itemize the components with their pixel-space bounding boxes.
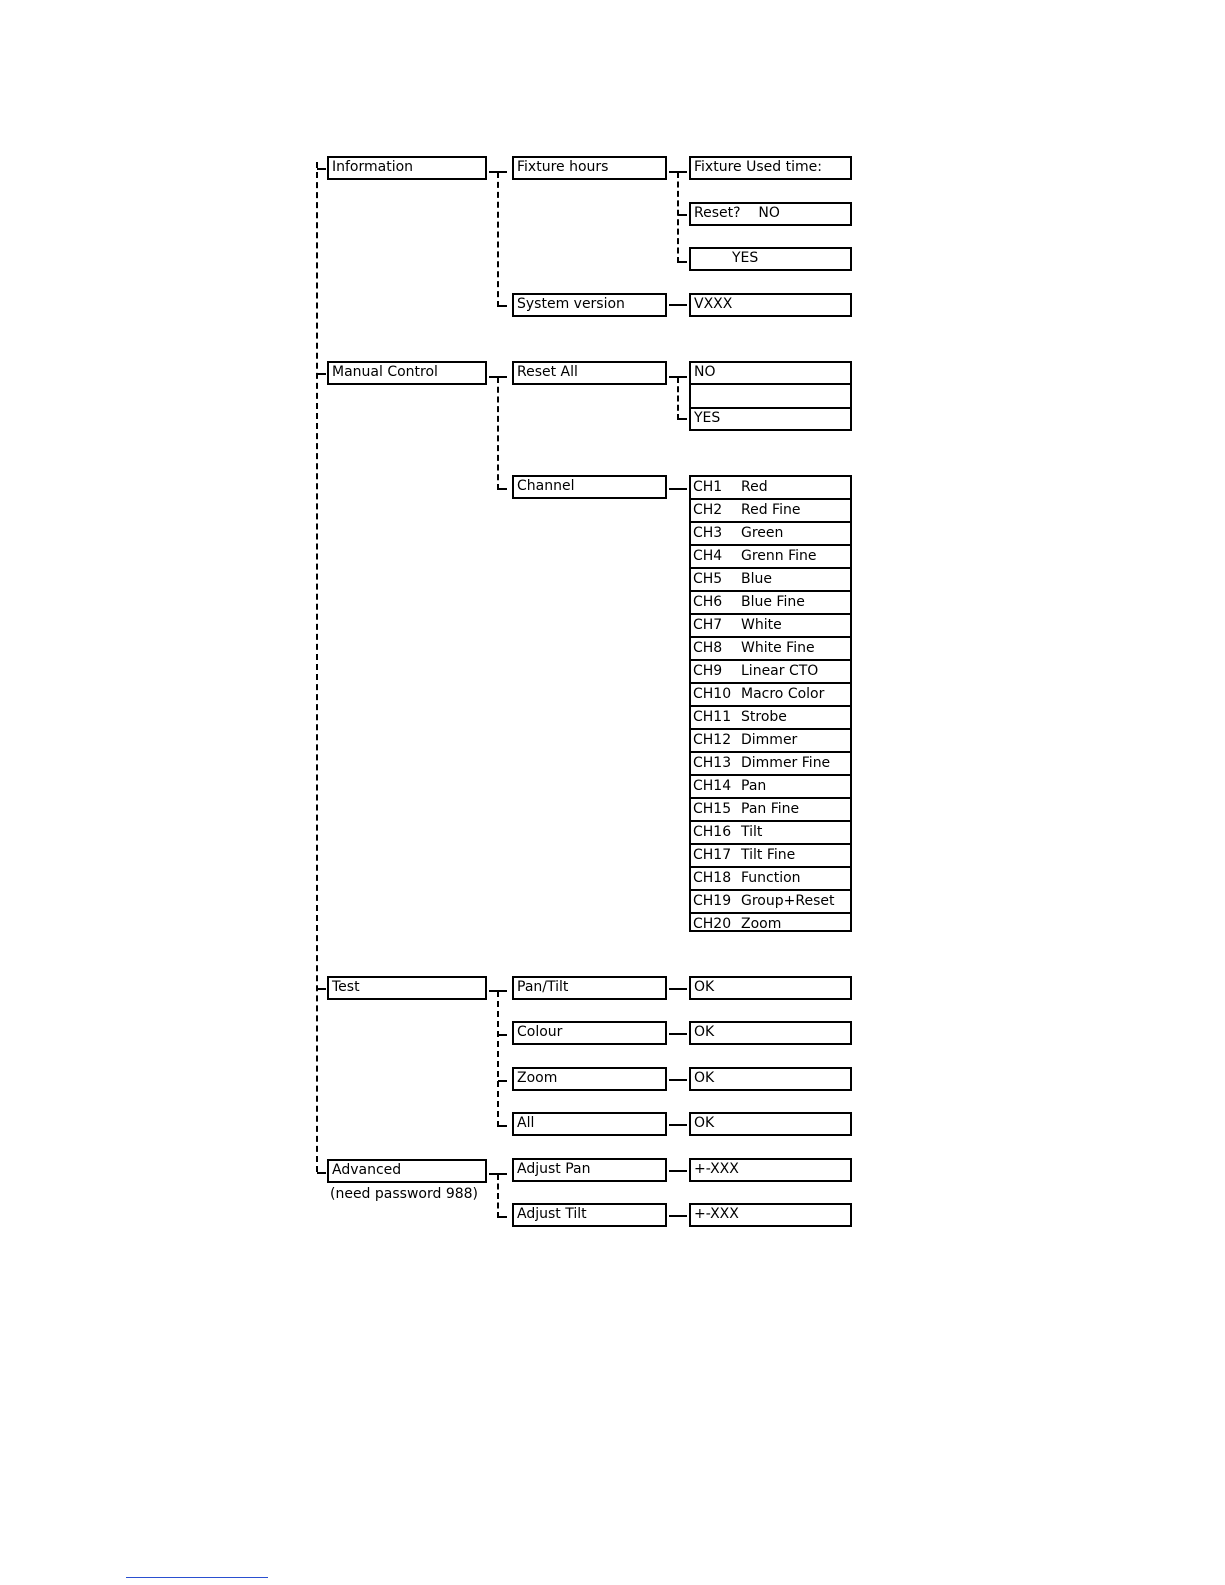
channel-number: CH9	[693, 663, 723, 679]
channel-number: CH4	[693, 548, 723, 564]
channel-name: Zoom	[741, 916, 782, 932]
link-channel-list	[669, 488, 687, 490]
channel-item[interactable]	[691, 845, 850, 868]
channel-item[interactable]	[691, 730, 850, 753]
channel-number: CH2	[693, 502, 723, 518]
channel-item[interactable]	[691, 822, 850, 845]
channel-item[interactable]	[691, 546, 850, 569]
branch-manual-line	[497, 377, 499, 490]
connector-channel	[498, 488, 507, 490]
branch-fixture-hours-line	[677, 172, 679, 263]
menu-zoom[interactable]: Zoom	[512, 1067, 667, 1091]
channel-name: Blue	[741, 571, 772, 587]
connector-test	[317, 988, 326, 990]
channel-item[interactable]	[691, 523, 850, 546]
channel-name: White	[741, 617, 782, 633]
pan-tilt-ok[interactable]: OK	[689, 976, 852, 1000]
adjust-pan-value[interactable]: +-XXX	[689, 1158, 852, 1182]
channel-name: Pan	[741, 778, 767, 794]
channel-item[interactable]	[691, 661, 850, 684]
channel-item[interactable]	[691, 500, 850, 523]
link-system-version	[669, 304, 687, 306]
connector-reset-all-yes	[678, 418, 687, 420]
connector-manual-control	[317, 373, 326, 375]
channel-name: Blue Fine	[741, 594, 805, 610]
channel-item[interactable]	[691, 477, 850, 500]
reset-all-spacer-box	[689, 383, 852, 409]
link-colour-ok	[669, 1033, 687, 1035]
menu-system-version[interactable]: System version	[512, 293, 667, 317]
menu-manual-control[interactable]: Manual Control	[327, 361, 487, 385]
reset-hours-no-option[interactable]: Reset? NO	[689, 202, 852, 226]
link-pan-tilt-ok	[669, 988, 687, 990]
channel-number: CH20	[693, 916, 732, 932]
connector-colour	[498, 1034, 507, 1036]
system-version-value: VXXX	[689, 293, 852, 317]
branch-test-line	[497, 991, 499, 1127]
channel-number: CH1	[693, 479, 723, 495]
channel-number: CH19	[693, 893, 732, 909]
branch-information-line	[497, 172, 499, 307]
adjust-tilt-value[interactable]: +-XXX	[689, 1203, 852, 1227]
channel-item[interactable]	[691, 707, 850, 730]
channel-item[interactable]	[691, 592, 850, 615]
advanced-password-note: (need password 988)	[330, 1186, 478, 1202]
channel-number: CH14	[693, 778, 732, 794]
connector-adjust-tilt	[498, 1216, 507, 1218]
channel-number: CH5	[693, 571, 723, 587]
channel-item[interactable]	[691, 753, 850, 776]
channel-number: CH8	[693, 640, 723, 656]
channel-name: Red	[741, 479, 768, 495]
channel-name: White Fine	[741, 640, 815, 656]
connector-reset-yes	[678, 261, 687, 263]
channel-number: CH16	[693, 824, 732, 840]
connector-zoom	[498, 1080, 507, 1082]
channel-item[interactable]	[691, 914, 850, 937]
channel-number: CH3	[693, 525, 723, 541]
reset-all-yes-option[interactable]: YES	[689, 407, 852, 431]
menu-pan-tilt[interactable]: Pan/Tilt	[512, 976, 667, 1000]
channel-list	[689, 475, 852, 932]
branch-advanced-line	[497, 1174, 499, 1218]
trunk-line	[316, 162, 318, 1172]
channel-name: Strobe	[741, 709, 787, 725]
channel-name: Green	[741, 525, 784, 541]
channel-name: Pan Fine	[741, 801, 800, 817]
link-adjust-tilt-value	[669, 1215, 687, 1217]
channel-number: CH12	[693, 732, 732, 748]
channel-number: CH15	[693, 801, 732, 817]
channel-number: CH17	[693, 847, 732, 863]
reset-all-no-option[interactable]: NO	[689, 361, 852, 385]
link-adjust-pan-value	[669, 1170, 687, 1172]
channel-name: Tilt Fine	[741, 847, 796, 863]
fixture-used-time-display: Fixture Used time:	[689, 156, 852, 180]
menu-channel[interactable]: Channel	[512, 475, 667, 499]
channel-number: CH7	[693, 617, 723, 633]
connector-reset	[678, 214, 687, 216]
connector-advanced	[317, 1172, 326, 1174]
channel-name: Macro Color	[741, 686, 825, 702]
connector-all	[498, 1125, 507, 1127]
all-ok[interactable]: OK	[689, 1112, 852, 1136]
branch-reset-all-line	[677, 377, 679, 420]
channel-name: Group+Reset	[741, 893, 835, 909]
channel-number: CH18	[693, 870, 732, 886]
menu-reset-all[interactable]: Reset All	[512, 361, 667, 385]
channel-number: CH13	[693, 755, 732, 771]
menu-all[interactable]: All	[512, 1112, 667, 1136]
channel-item[interactable]	[691, 776, 850, 799]
channel-number: CH10	[693, 686, 732, 702]
menu-colour[interactable]: Colour	[512, 1021, 667, 1045]
channel-number: CH11	[693, 709, 732, 725]
channel-number: CH6	[693, 594, 723, 610]
channel-item[interactable]	[691, 615, 850, 638]
channel-item[interactable]	[691, 799, 850, 822]
channel-item[interactable]	[691, 868, 850, 891]
channel-name: Linear CTO	[741, 663, 819, 679]
menu-fixture-hours[interactable]: Fixture hours	[512, 156, 667, 180]
menu-adjust-pan[interactable]: Adjust Pan	[512, 1158, 667, 1182]
channel-name: Dimmer Fine	[741, 755, 831, 771]
menu-advanced[interactable]: Advanced	[327, 1159, 487, 1183]
menu-test[interactable]: Test	[327, 976, 487, 1000]
channel-item[interactable]	[691, 684, 850, 707]
connector-information	[317, 168, 326, 170]
channel-name: Tilt	[741, 824, 763, 840]
channel-item[interactable]	[691, 569, 850, 592]
channel-item[interactable]	[691, 891, 850, 914]
reset-hours-yes-option[interactable]: YES	[689, 247, 852, 271]
colour-ok[interactable]: OK	[689, 1021, 852, 1045]
connector-system-version	[498, 305, 507, 307]
channel-name: Dimmer	[741, 732, 798, 748]
channel-name: Red Fine	[741, 502, 801, 518]
channel-name: Grenn Fine	[741, 548, 817, 564]
channel-name: Function	[741, 870, 801, 886]
menu-adjust-tilt[interactable]: Adjust Tilt	[512, 1203, 667, 1227]
link-zoom-ok	[669, 1079, 687, 1081]
footer-link-underline	[126, 1577, 268, 1578]
link-all-ok	[669, 1124, 687, 1126]
channel-item[interactable]	[691, 638, 850, 661]
menu-information[interactable]: Information	[327, 156, 487, 180]
zoom-ok[interactable]: OK	[689, 1067, 852, 1091]
